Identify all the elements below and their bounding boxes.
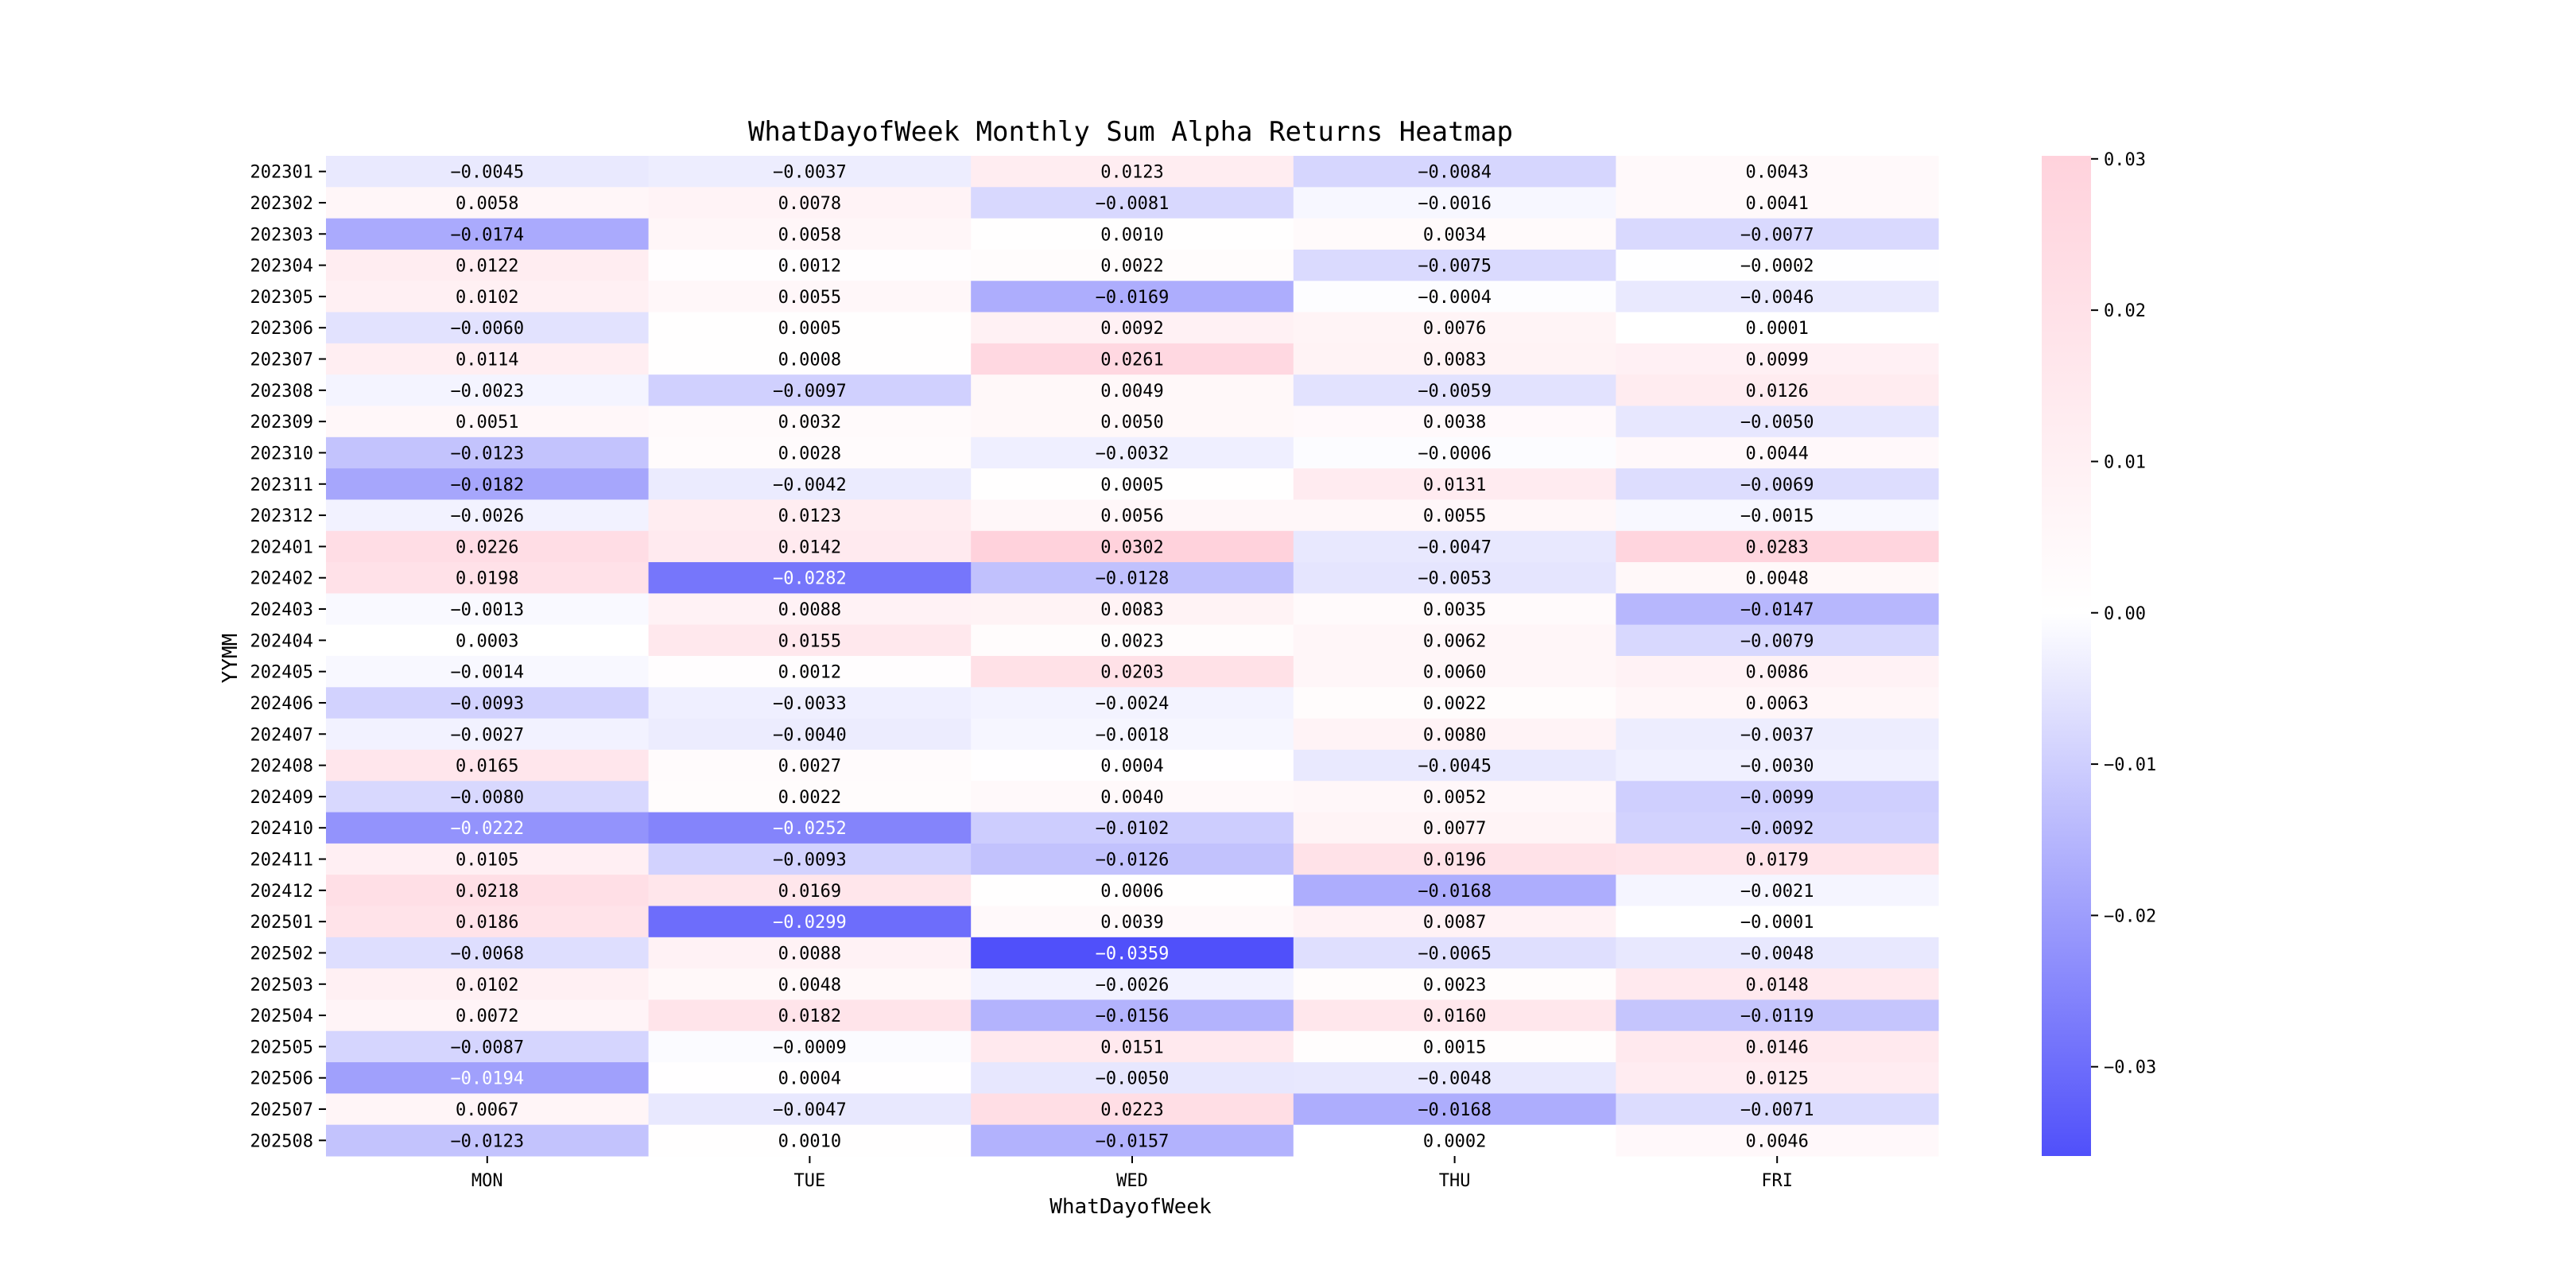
cell-value-label: 0.0004: [1100, 756, 1164, 777]
y-tick-label: 202412: [250, 881, 313, 902]
cell-value-label: 0.0087: [1422, 913, 1487, 933]
cell-value-label: 0.0055: [778, 287, 842, 308]
cell-value-label: 0.0022: [1100, 256, 1164, 277]
cell-value-label: 0.0034: [1422, 225, 1487, 246]
cell-value-label: −0.0018: [1095, 725, 1170, 746]
y-tick-label: 202409: [250, 787, 313, 808]
cell-value-label: 0.0218: [456, 881, 519, 902]
cell-value-label: 0.0077: [1422, 819, 1487, 840]
y-tick-label: 202501: [250, 913, 313, 933]
y-tick-label: 202402: [250, 568, 313, 589]
cell-value-label: −0.0053: [1418, 568, 1492, 589]
cell-value-label: 0.0032: [778, 413, 842, 433]
cell-value-label: −0.0182: [450, 475, 525, 495]
cell-value-label: −0.0050: [1740, 413, 1814, 433]
cell-value-label: −0.0157: [1095, 1131, 1170, 1152]
cell-value-label: 0.0198: [456, 568, 519, 589]
chart-title: WhatDayofWeek Monthly Sum Alpha Returns Heatmap: [747, 116, 1514, 148]
y-tick-label: 202306: [250, 319, 313, 339]
cell-value-label: 0.0123: [778, 506, 842, 527]
cell-value-label: −0.0027: [450, 725, 525, 746]
colorbar-tick-label: −0.03: [2104, 1057, 2157, 1078]
cell-value-label: 0.0102: [456, 975, 519, 995]
cell-value-label: −0.0147: [1740, 600, 1814, 621]
cell-value-label: −0.0099: [1740, 787, 1814, 808]
cell-value-label: −0.0037: [773, 162, 847, 183]
cell-value-label: −0.0174: [450, 225, 525, 246]
cell-value-label: −0.0048: [1418, 1069, 1492, 1089]
cell-value-label: 0.0058: [456, 193, 519, 214]
cell-value-label: −0.0071: [1740, 1100, 1814, 1121]
cell-value-label: −0.0050: [1095, 1069, 1170, 1089]
y-tick-label: 202503: [250, 975, 313, 995]
y-tick-label: 202406: [250, 693, 313, 714]
colorbar-tick-label: −0.02: [2104, 906, 2157, 927]
cell-value-label: 0.0052: [1422, 787, 1487, 808]
cell-value-label: −0.0006: [1418, 444, 1492, 464]
cell-value-label: 0.0083: [1100, 600, 1164, 621]
cell-value-label: −0.0079: [1740, 631, 1814, 652]
cell-value-label: −0.0087: [450, 1038, 525, 1058]
cell-value-label: 0.0060: [1422, 662, 1487, 683]
y-tick-label: 202410: [250, 819, 313, 840]
cell-value-label: 0.0055: [1422, 506, 1487, 527]
cell-value-label: −0.0037: [1740, 725, 1814, 746]
cell-value-label: −0.0168: [1418, 1100, 1492, 1121]
cell-value-label: −0.0092: [1740, 819, 1814, 840]
cell-value-label: 0.0196: [1422, 850, 1487, 871]
cell-value-label: 0.0050: [1100, 413, 1164, 433]
y-tick-label: 202506: [250, 1069, 313, 1089]
cell-value-label: 0.0048: [1745, 568, 1809, 589]
cell-value-label: 0.0010: [778, 1131, 842, 1152]
cell-value-label: −0.0123: [450, 444, 525, 464]
y-tick-label: 202411: [250, 850, 313, 871]
cell-value-label: −0.0128: [1095, 568, 1170, 589]
cell-value-label: 0.0028: [778, 444, 842, 464]
cell-value-label: 0.0015: [1422, 1038, 1487, 1058]
y-tick-label: 202404: [250, 631, 313, 652]
cell-value-label: 0.0226: [456, 537, 519, 558]
cell-value-label: 0.0063: [1745, 693, 1809, 714]
colorbar: [2042, 156, 2091, 1156]
cell-value-label: 0.0123: [1100, 162, 1164, 183]
cell-value-label: −0.0077: [1740, 225, 1814, 246]
cell-value-label: −0.0060: [450, 319, 525, 339]
y-tick-label: 202508: [250, 1131, 313, 1152]
cell-value-label: 0.0169: [778, 881, 842, 902]
cell-value-label: −0.0026: [1095, 975, 1170, 995]
cell-value-label: 0.0088: [778, 600, 842, 621]
cell-value-label: 0.0131: [1422, 475, 1487, 495]
cell-value-label: 0.0099: [1745, 350, 1809, 370]
y-tick-labels: [250, 163, 326, 1152]
y-tick-label: 202307: [250, 350, 313, 370]
cell-value-label: 0.0023: [1422, 975, 1487, 995]
cell-value-label: −0.0084: [1418, 162, 1492, 183]
cell-value-label: 0.0023: [1100, 631, 1164, 652]
cell-value-label: 0.0076: [1422, 319, 1487, 339]
heatmap-cells: [326, 156, 1939, 1157]
y-tick-label: 202309: [250, 413, 313, 433]
cell-value-label: 0.0078: [778, 193, 842, 214]
cell-value-label: 0.0203: [1100, 662, 1164, 683]
y-axis-label: YYMM: [219, 633, 242, 684]
cell-value-label: −0.0042: [773, 475, 847, 495]
cell-value-label: 0.0142: [778, 537, 842, 558]
cell-value-label: −0.0065: [1418, 944, 1492, 964]
y-tick-label: 202407: [250, 725, 313, 746]
y-tick-label: 202304: [250, 256, 313, 277]
cell-value-label: 0.0049: [1100, 381, 1164, 402]
y-tick-label: 202308: [250, 381, 313, 402]
x-tick-labels: [471, 1156, 1793, 1191]
y-tick-label: 202504: [250, 1007, 313, 1027]
cell-value-label: −0.0075: [1418, 256, 1492, 277]
cell-value-label: 0.0092: [1100, 319, 1164, 339]
cell-value-label: −0.0001: [1740, 913, 1814, 933]
cell-value-label: 0.0067: [456, 1100, 519, 1121]
cell-value-label: −0.0299: [773, 913, 847, 933]
cell-value-label: −0.0093: [773, 850, 847, 871]
colorbar-tick-label: 0.00: [2104, 603, 2146, 624]
cell-value-label: 0.0056: [1100, 506, 1164, 527]
cell-value-label: 0.0022: [778, 787, 842, 808]
y-tick-label: 202310: [250, 444, 313, 464]
y-tick-label: 202502: [250, 944, 313, 964]
cell-value-label: −0.0168: [1418, 881, 1492, 902]
cell-value-label: −0.0194: [450, 1069, 525, 1089]
cell-value-label: 0.0035: [1422, 600, 1487, 621]
cell-value-label: 0.0027: [778, 756, 842, 777]
cell-value-label: −0.0040: [773, 725, 847, 746]
cell-value-label: −0.0093: [450, 693, 525, 714]
colorbar-tick-label: 0.01: [2104, 452, 2146, 473]
x-tick-label: MON: [471, 1171, 503, 1191]
cell-value-label: 0.0038: [1422, 413, 1487, 433]
colorbar-tick-label: −0.01: [2104, 755, 2157, 776]
cell-value-label: −0.0023: [450, 381, 525, 402]
cell-value-label: −0.0033: [773, 693, 847, 714]
cell-value-label: −0.0045: [450, 162, 525, 183]
cell-value-label: −0.0047: [1418, 537, 1492, 558]
cell-value-label: 0.0186: [456, 913, 519, 933]
cell-value-label: −0.0069: [1740, 475, 1814, 495]
cell-value-label: 0.0046: [1745, 1131, 1809, 1152]
cell-value-label: −0.0102: [1095, 819, 1170, 840]
y-tick-label: 202507: [250, 1100, 313, 1121]
y-tick-label: 202302: [250, 193, 313, 214]
cell-value-label: −0.0048: [1740, 944, 1814, 964]
cell-value-label: −0.0081: [1095, 193, 1170, 214]
cell-value-label: 0.0006: [1100, 881, 1164, 902]
cell-value-label: 0.0048: [778, 975, 842, 995]
x-tick-label: FRI: [1761, 1171, 1794, 1191]
colorbar-tick-label: 0.03: [2104, 149, 2146, 170]
x-tick-label: TUE: [793, 1171, 826, 1191]
cell-value-label: 0.0010: [1100, 225, 1164, 246]
cell-value-label: −0.0013: [450, 600, 525, 621]
cell-value-label: 0.0005: [1100, 475, 1164, 495]
cell-value-label: 0.0040: [1100, 787, 1164, 808]
cell-value-label: 0.0182: [778, 1007, 842, 1027]
cell-value-label: 0.0105: [456, 850, 519, 871]
cell-value-label: 0.0223: [1100, 1100, 1164, 1121]
cell-value-label: −0.0016: [1418, 193, 1492, 214]
y-tick-label: 202405: [250, 662, 313, 683]
cell-value-label: 0.0005: [778, 319, 842, 339]
cell-value-label: 0.0148: [1745, 975, 1809, 995]
cell-value-label: −0.0059: [1418, 381, 1492, 402]
cell-value-label: 0.0302: [1100, 537, 1164, 558]
cell-value-label: 0.0022: [1422, 693, 1487, 714]
cell-value-label: −0.0032: [1095, 444, 1170, 464]
y-tick-label: 202408: [250, 756, 313, 777]
cell-value-label: −0.0359: [1095, 944, 1170, 964]
cell-value-label: 0.0044: [1745, 444, 1809, 464]
cell-value-label: −0.0030: [1740, 756, 1814, 777]
cell-value-label: 0.0179: [1745, 850, 1809, 871]
cell-value-label: −0.0047: [773, 1100, 847, 1121]
cell-value-label: 0.0086: [1745, 662, 1809, 683]
cell-value-label: −0.0002: [1740, 256, 1814, 277]
x-tick-label: WED: [1116, 1171, 1148, 1191]
cell-value-label: 0.0151: [1100, 1038, 1164, 1058]
cell-value-label: 0.0004: [778, 1069, 842, 1089]
cell-value-label: −0.0024: [1095, 693, 1170, 714]
cell-value-label: 0.0058: [778, 225, 842, 246]
colorbar-ticks: [2091, 150, 2156, 1078]
cell-value-label: −0.0068: [450, 944, 525, 964]
cell-value-label: 0.0155: [778, 631, 842, 652]
cell-value-label: 0.0122: [456, 256, 519, 277]
cell-value-label: 0.0001: [1745, 319, 1809, 339]
cell-value-label: −0.0119: [1740, 1007, 1814, 1027]
cell-value-label: −0.0097: [773, 381, 847, 402]
cell-value-label: 0.0043: [1745, 162, 1809, 183]
cell-value-label: −0.0014: [450, 662, 525, 683]
cell-value-label: −0.0009: [773, 1038, 847, 1058]
cell-value-label: 0.0003: [456, 631, 519, 652]
cell-value-label: 0.0012: [778, 662, 842, 683]
y-tick-label: 202505: [250, 1038, 313, 1058]
cell-value-label: 0.0146: [1745, 1038, 1809, 1058]
cell-value-label: −0.0015: [1740, 506, 1814, 527]
y-tick-label: 202312: [250, 506, 313, 527]
y-tick-label: 202401: [250, 537, 313, 558]
cell-value-label: −0.0004: [1418, 287, 1492, 308]
cell-value-label: 0.0283: [1745, 537, 1809, 558]
y-tick-label: 202305: [250, 287, 313, 308]
cell-value-label: −0.0126: [1095, 850, 1170, 871]
cell-value-label: −0.0282: [773, 568, 847, 589]
cell-value-label: 0.0002: [1422, 1131, 1487, 1152]
cell-value-label: 0.0102: [456, 287, 519, 308]
cell-value-label: 0.0083: [1422, 350, 1487, 370]
y-tick-label: 202303: [250, 225, 313, 246]
cell-value-label: 0.0039: [1100, 913, 1164, 933]
cell-value-label: −0.0080: [450, 787, 525, 808]
cell-value-label: −0.0021: [1740, 881, 1814, 902]
cell-value-label: −0.0156: [1095, 1007, 1170, 1027]
cell-value-label: 0.0125: [1745, 1069, 1809, 1089]
cell-value-label: 0.0080: [1422, 725, 1487, 746]
cell-value-label: 0.0088: [778, 944, 842, 964]
cell-value-label: −0.0252: [773, 819, 847, 840]
x-tick-label: THU: [1438, 1171, 1471, 1191]
cell-value-label: 0.0012: [778, 256, 842, 277]
cell-value-label: −0.0045: [1418, 756, 1492, 777]
cell-value-label: −0.0222: [450, 819, 525, 840]
cell-value-label: 0.0041: [1745, 193, 1809, 214]
cell-value-label: 0.0126: [1745, 381, 1809, 402]
y-tick-label: 202301: [250, 162, 313, 183]
cell-value-label: 0.0072: [456, 1007, 519, 1027]
cell-value-label: −0.0123: [450, 1131, 525, 1152]
cell-value-label: 0.0160: [1422, 1007, 1487, 1027]
cell-value-label: 0.0261: [1100, 350, 1164, 370]
cell-value-label: 0.0114: [456, 350, 519, 370]
colorbar-tick-label: 0.02: [2104, 301, 2146, 322]
cell-value-label: −0.0026: [450, 506, 525, 527]
cell-value-label: −0.0169: [1095, 287, 1170, 308]
cell-value-label: −0.0046: [1740, 287, 1814, 308]
y-tick-label: 202403: [250, 600, 313, 621]
y-tick-label: 202311: [250, 475, 313, 495]
cell-value-label: 0.0165: [456, 756, 519, 777]
cell-value-label: 0.0008: [778, 350, 842, 370]
cell-value-label: 0.0062: [1422, 631, 1487, 652]
x-axis-label: WhatDayofWeek: [1049, 1195, 1212, 1219]
cell-value-label: 0.0051: [456, 413, 519, 433]
